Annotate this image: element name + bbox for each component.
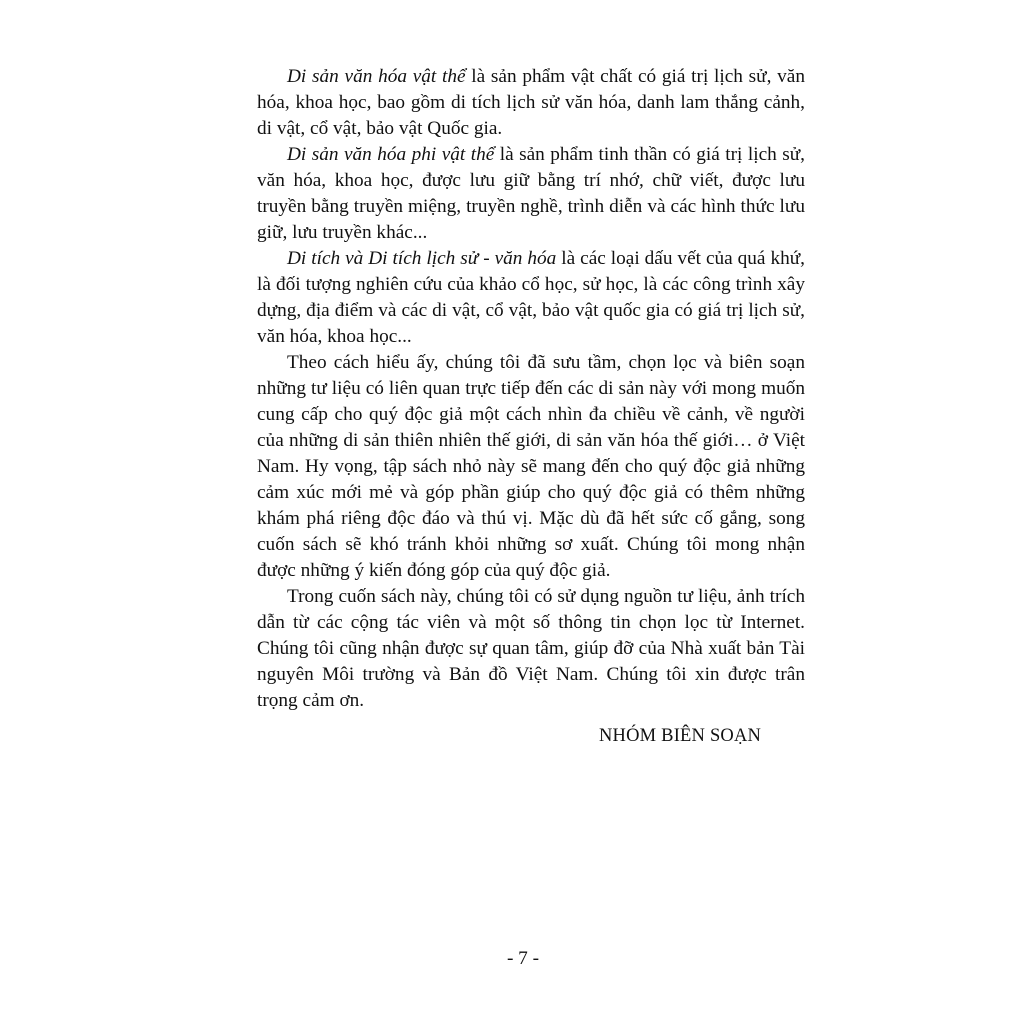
author-signature: NHÓM BIÊN SOẠN bbox=[599, 726, 762, 746]
definition-text: là sản phẩm tinh thần có giá trị lịch sử, văn hóa, khoa học, được lưu giữ bằng trí nhớ, chữ viết, được lưu truyền bằng truyền miệng, truyền nghề, trình diễn và các hình thức lưu giữ, lưu truyền khác... bbox=[257, 144, 805, 243]
defined-term: Di sản văn hóa vật thể bbox=[287, 66, 466, 87]
paragraph-intangible-heritage bbox=[257, 142, 805, 246]
body-text: Trong cuốn sách này, chúng tôi có sử dụng nguồn tư liệu, ảnh trích dẫn từ các cộng tác viên và một số thông tin chọn lọc từ Internet. Chúng tôi cũng nhận được sự quan tâm, giúp đỡ của Nhà xuất bản Tài nguyên Môi trường và Bản đồ Việt Nam. Chúng tôi xin được trân trọng cảm ơn. bbox=[257, 586, 805, 711]
paragraph-tangible-heritage bbox=[257, 64, 805, 142]
body-text: Theo cách hiểu ấy, chúng tôi đã sưu tầm, chọn lọc và biên soạn những tư liệu có liên quan trực tiếp đến các di sản này với mong muốn cung cấp cho quý độc giả một cách nhìn đa chiều về cảnh, về người của những di sản thiên nhiên thế giới, di sản văn hóa thế giới… ở Việt Nam. Hy vọng, tập sách nhỏ này sẽ mang đến cho quý độc giả những cảm xúc mới mẻ và góp phần giúp cho quý độc giả có thêm những khám phá riêng độc đáo và thú vị. Mặc dù đã hết sức cố gắng, song cuốn sách sẽ khó tránh khỏi những sơ xuất. Chúng tôi mong nhận được những ý kiến đóng góp của quý độc giả. bbox=[257, 352, 805, 581]
page-number: - 7 - bbox=[506, 948, 540, 969]
definition-text: là sản phẩm vật chất có giá trị lịch sử, văn hóa, khoa học, bao gồm di tích lịch sử văn hóa, danh lam thắng cảnh, di vật, cổ vật, bảo vật Quốc gia. bbox=[257, 66, 806, 139]
paragraph-book-purpose bbox=[257, 350, 805, 584]
paragraph-historical-relics bbox=[257, 246, 805, 350]
page-body bbox=[257, 64, 805, 714]
paragraph-acknowledgements bbox=[257, 584, 805, 714]
defined-term: Di tích và Di tích lịch sử - văn hóa bbox=[287, 248, 557, 269]
definition-text: là các loại dấu vết của quá khứ, là đối tượng nghiên cứu của khảo cổ học, sử học, là các công trình xây dựng, địa điểm và các di vật, cổ vật, bảo vật quốc gia có giá trị lịch sử, văn hóa, khoa học... bbox=[257, 248, 805, 347]
defined-term: Di sản văn hóa phi vật thể bbox=[287, 144, 495, 165]
